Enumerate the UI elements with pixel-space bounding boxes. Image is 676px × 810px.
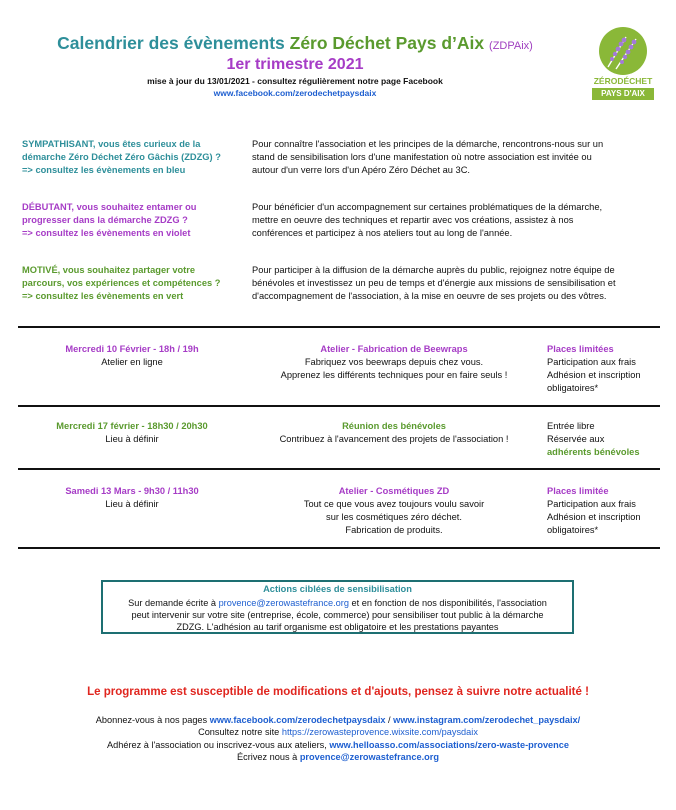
helloasso-link[interactable]: www.helloasso.com/associations/zero-waste-provence	[329, 740, 569, 750]
event-info: Adhésion et inscription	[547, 512, 641, 522]
actions-box-title: Actions ciblées de sensibilisation	[263, 584, 412, 594]
event-info-head: Places limitée	[547, 486, 609, 496]
event-info: obligatoires*	[547, 383, 599, 393]
footer-email-link[interactable]: provence@zerowastefrance.org	[299, 752, 439, 762]
actions-email-link[interactable]: provence@zerowastefrance.org	[218, 598, 349, 608]
footer-text: Écrivez nous à	[237, 752, 300, 762]
event-3-when	[20, 485, 244, 511]
profile-sympathisant-desc	[252, 138, 662, 177]
divider	[18, 405, 660, 407]
divider	[18, 547, 660, 549]
event-title: Atelier - Fabrication de Beewraps	[320, 344, 468, 354]
event-desc: Fabriquez vos beewraps depuis chez vous.	[304, 357, 484, 367]
program-warning: Le programme est susceptible de modifications et d'ajouts, pensez à suivre notre actualité !	[87, 686, 589, 698]
title-abbr: (ZDPAix)	[489, 40, 533, 52]
event-info-tail: adhérents bénévoles	[547, 447, 640, 457]
profile-debutant	[22, 201, 247, 240]
footer-text: Abonnez-vous à nos pages	[95, 715, 210, 725]
event-3-info	[547, 485, 667, 537]
event-1-when	[20, 343, 244, 369]
logo-name: ZÉRODÉCHET	[593, 76, 653, 86]
profile-debutant-desc	[252, 201, 662, 240]
profile-desc-line: mettre en oeuvre des techniques et repartir avec vos créations, assistez à nos	[252, 215, 574, 225]
event-location: Lieu à définir	[105, 434, 159, 444]
event-info: Adhésion et inscription	[547, 370, 641, 380]
event-info: obligatoires*	[547, 525, 599, 535]
event-desc: Tout ce que vous avez toujours voulu savoir	[303, 499, 485, 509]
profile-line: => consultez les évènements en bleu	[22, 165, 186, 175]
event-desc: Contribuez à l'avancement des projets de l'association !	[279, 434, 509, 444]
profile-desc-line: Pour connaître l'association et les principes de la démarche, rencontrons-nous sur un	[252, 139, 604, 149]
event-2-when	[20, 420, 244, 446]
divider	[18, 326, 660, 328]
footer-text: Consultez notre site	[198, 727, 282, 737]
footer-text: Adhérez à l'association ou inscrivez-vous aux ateliers,	[106, 740, 330, 750]
event-location: Atelier en ligne	[101, 357, 163, 367]
event-info: Participation aux frais	[547, 357, 636, 367]
event-title: Réunion des bénévoles	[342, 421, 446, 431]
profile-motive	[22, 264, 247, 303]
footer-line-membership	[0, 739, 676, 752]
facebook-footer-link[interactable]: www.facebook.com/zerodechetpaysdaix	[209, 715, 386, 725]
profile-desc-line: Pour bénéficier d'un accompagnement sur certaines problématiques de la démarche,	[252, 202, 603, 212]
profile-desc-line: d'accompagnement de l'association, à la mise en oeuvre de ses projets ou des vôtres.	[252, 291, 607, 301]
event-location: Lieu à définir	[105, 499, 159, 509]
event-1-details	[248, 343, 540, 382]
event-desc: Apprenez les différents techniques pour en faire seuls !	[280, 370, 508, 380]
event-date: Mercredi 10 Février - 18h / 19h	[65, 344, 199, 354]
footer-line-social	[0, 714, 676, 727]
event-desc: sur les cosmétiques zéro déchet.	[326, 512, 462, 522]
profile-line: progresser dans la démarche ZDZG ?	[22, 215, 188, 225]
profile-line: => consultez les évènements en vert	[22, 291, 184, 301]
actions-text: Sur demande écrite à	[128, 598, 219, 608]
profile-sympathisant	[22, 138, 247, 177]
title-text: Calendrier des évènements	[57, 33, 290, 53]
footer-line-email	[0, 751, 676, 764]
profile-line: MOTIVÉ, vous souhaitez partager votre	[22, 265, 196, 275]
update-note: mise à jour du 13/01/2021 - consultez régulièrement notre page Facebook	[147, 76, 443, 86]
profile-line: => consultez les évènements en violet	[22, 228, 191, 238]
profile-desc-line: conférences et participez à nos ateliers tout au long de l'année.	[252, 228, 513, 238]
zero-dechet-logo	[586, 25, 660, 101]
actions-text: ZDZG. L'adhésion au tarif organisme est obligatoire et les prestations payantes	[176, 622, 499, 632]
event-info: Entrée libre	[547, 421, 595, 431]
event-1-info	[547, 343, 667, 395]
profile-line: DÉBUTANT, vous souhaitez entamer ou	[22, 202, 197, 212]
profile-desc-line: bénévoles et investissez un peu de temps et d'énergie aux missions de sensibilisation et	[252, 278, 616, 288]
profile-desc-line: autour d'un verre lors d'un Apéro Zéro Déchet au 3C.	[252, 165, 471, 175]
actions-text: et en fonction de nos disponibilités, l'association	[348, 598, 547, 608]
website-link[interactable]: https://zerowasteprovence.wixsite.com/paysdaix	[281, 727, 478, 737]
actions-text: peut intervenir sur votre site (entreprise, école, commerce) pour sensibiliser tout public à la démarche	[131, 610, 544, 620]
title-brand: Zéro Déchet Pays d’Aix	[289, 33, 485, 53]
footer-text: /	[385, 715, 394, 725]
event-date: Mercredi 17 février - 18h30 / 20h30	[56, 421, 208, 431]
lavender-logo-icon	[586, 25, 660, 77]
facebook-link[interactable]: www.facebook.com/zerodechetpaysdaix	[213, 88, 377, 98]
actions-box	[101, 580, 574, 634]
event-2-info	[547, 420, 667, 459]
event-desc: Fabrication de produits.	[345, 525, 443, 535]
event-3-details	[248, 485, 540, 537]
footer-line-site	[0, 726, 676, 739]
profile-line: parcours, vos expériences et compétences ?	[22, 278, 221, 288]
event-info: Participation aux frais	[547, 499, 636, 509]
logo-band: PAYS D'AIX	[592, 88, 654, 100]
page-subtitle: 1er trimestre 2021	[226, 56, 364, 73]
profile-line: démarche Zéro Déchet Zéro Gâchis (ZDZG) ?	[22, 152, 221, 162]
divider	[18, 468, 660, 470]
profile-motive-desc	[252, 264, 662, 303]
event-info-head: Places limitées	[547, 344, 614, 354]
event-title: Atelier - Cosmétiques ZD	[338, 486, 450, 496]
profile-desc-line: stand de sensibilisation lors d'une manifestation où notre association est invitée ou	[252, 152, 592, 162]
instagram-link[interactable]: www.instagram.com/zerodechet_paysdaix/	[393, 715, 581, 725]
profile-desc-line: Pour participer à la diffusion de la démarche auprès du public, rejoignez notre équipe de	[252, 265, 615, 275]
event-info: Réservée aux	[547, 434, 605, 444]
page-title	[0, 33, 590, 54]
event-date: Samedi 13 Mars - 9h30 / 11h30	[65, 486, 199, 496]
profile-line: SYMPATHISANT, vous êtes curieux de la	[22, 139, 201, 149]
actions-box-body	[105, 597, 570, 633]
event-2-details	[248, 420, 540, 446]
